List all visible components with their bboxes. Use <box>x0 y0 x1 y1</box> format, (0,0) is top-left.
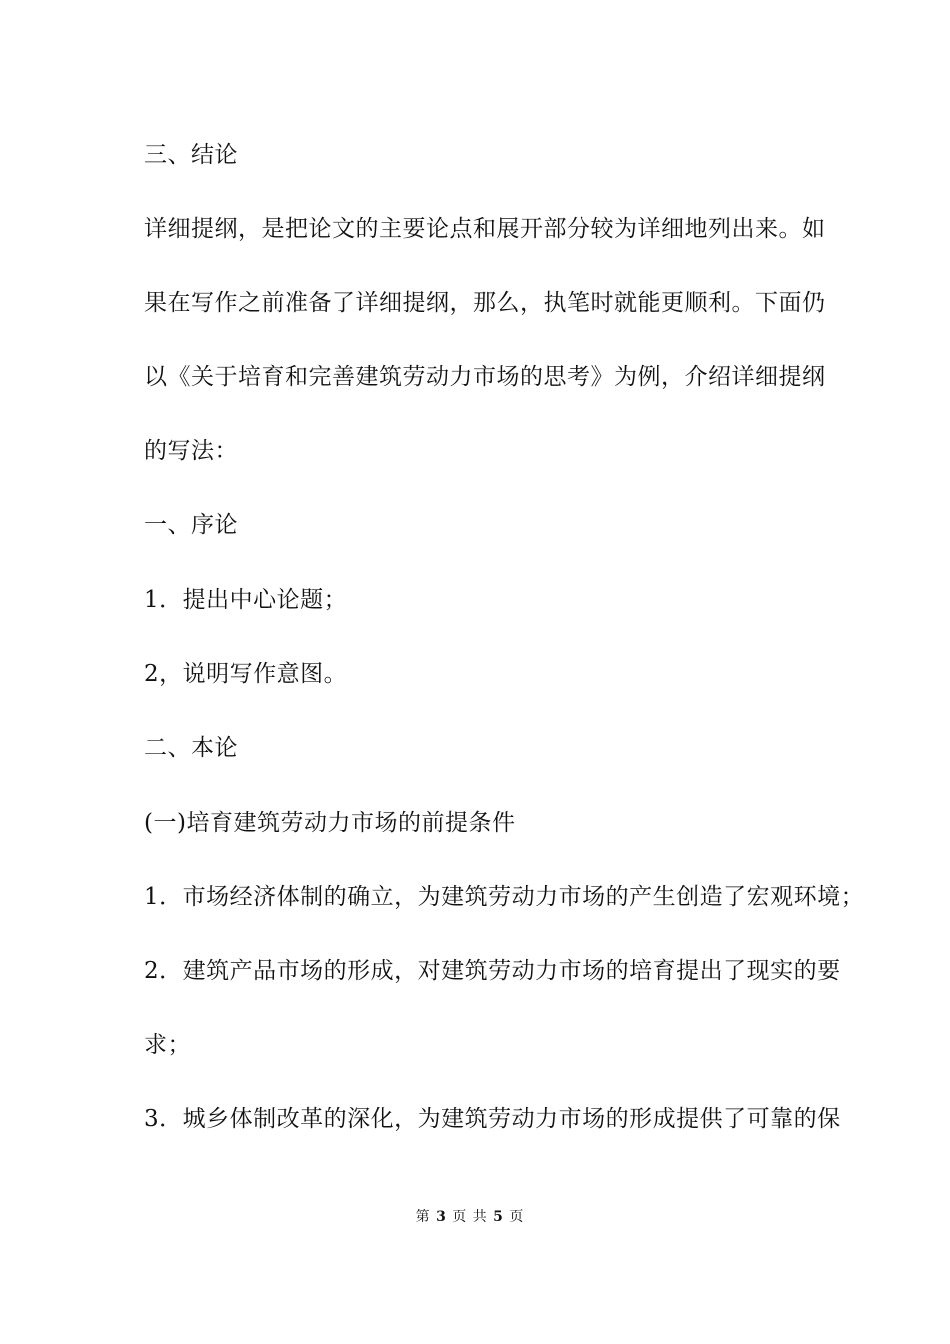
list-item: 2，说明写作意图。 <box>144 661 348 687</box>
section-heading-conclusion: 三、结论 <box>144 142 238 168</box>
footer-mid: 页 共 <box>452 1209 488 1225</box>
list-item: 2．建筑产品市场的形成，对建筑劳动力市场的培育提出了现实的要 <box>144 958 841 984</box>
total-page-count: 5 <box>493 1209 504 1225</box>
list-item: 1．提出中心论题； <box>144 587 348 613</box>
section-heading-main-body: 二、本论 <box>144 735 238 761</box>
section-heading-introduction: 一、序论 <box>144 512 238 538</box>
paragraph-line: 以《关于培育和完善建筑劳动力市场的思考》为例，介绍详细提纲 <box>144 364 826 390</box>
paragraph-line: 详细提纲，是把论文的主要论点和展开部分较为详细地列出来。如 <box>144 216 826 242</box>
footer-suffix: 页 <box>509 1209 525 1225</box>
page-footer <box>0 1207 950 1227</box>
list-item: 1．市场经济体制的确立，为建筑劳动力市场的产生创造了宏观环境； <box>144 884 865 910</box>
list-item: 3．城乡体制改革的深化，为建筑劳动力市场的形成提供了可靠的保 <box>144 1106 841 1132</box>
paragraph-line: 果在写作之前准备了详细提纲，那么，执笔时就能更顺利。下面仍 <box>144 290 826 316</box>
footer-prefix: 第 <box>415 1209 431 1225</box>
subsection-heading: (一)培育建筑劳动力市场的前提条件 <box>144 810 516 836</box>
paragraph-line: 的写法： <box>144 438 238 464</box>
current-page-number: 3 <box>436 1209 447 1225</box>
paragraph-line: 求； <box>144 1032 191 1058</box>
